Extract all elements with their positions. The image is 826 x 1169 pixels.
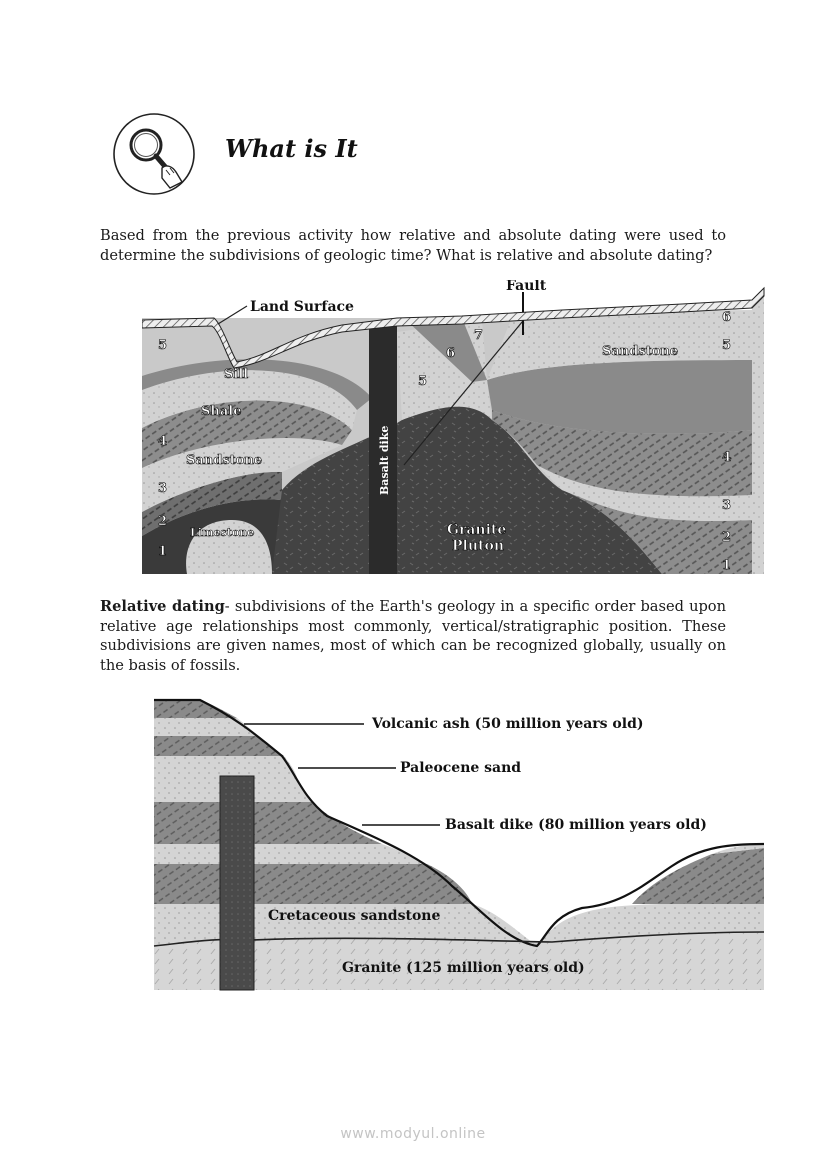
label-volcanic-ash: Volcanic ash (50 million years old) bbox=[372, 716, 644, 732]
label-sill: Sill bbox=[224, 367, 249, 382]
layer-number-5-left: 5 bbox=[158, 338, 168, 353]
label-sandstone-left: Sandstone bbox=[186, 453, 263, 468]
label-paleocene-sand: Paleocene sand bbox=[400, 760, 522, 776]
magnifying-glass-icon bbox=[112, 112, 196, 196]
relative-dating-term: Relative dating bbox=[100, 598, 225, 615]
geologic-cross-section-figure bbox=[142, 280, 766, 574]
layer-number-5-mid: 5 bbox=[418, 374, 428, 389]
stratigraphy-figure bbox=[152, 696, 766, 992]
intro-paragraph: Based from the previous activity how relative and absolute dating were used to determine the subdivisions of geologic time? What is relative and absolute dating? bbox=[100, 227, 726, 264]
layer-number-4-left: 4 bbox=[158, 434, 168, 449]
label-basalt-dike: Basalt dike bbox=[378, 425, 391, 495]
section-heading: What is It bbox=[225, 134, 358, 163]
label-cretaceous-sandstone: Cretaceous sandstone bbox=[268, 908, 441, 924]
layer-number-2-left: 2 bbox=[158, 514, 168, 529]
label-land-surface: Land Surface bbox=[250, 299, 354, 315]
layer-number-1-left: 1 bbox=[158, 544, 168, 559]
layer-number-3-left: 3 bbox=[158, 481, 168, 496]
layer-number-6-right: 6 bbox=[722, 310, 732, 325]
label-granite-age: Granite (125 million years old) bbox=[342, 960, 585, 976]
layer-number-2-right: 2 bbox=[722, 530, 732, 545]
label-limestone: Limestone bbox=[190, 526, 255, 539]
label-sandstone-right: Sandstone bbox=[602, 344, 679, 359]
relative-dating-text: - subdivisions of the Earth's geology in a specific order based upon relative age relationships most commonly, vertical/stratigraphic position. These subdivisions are given names, most of which can be recognized globally, usually on the basis of fossils. bbox=[100, 598, 726, 674]
layer-number-7-mid: 7 bbox=[474, 328, 484, 343]
label-shale: Shale bbox=[201, 404, 242, 419]
layer-number-1-right: 1 bbox=[722, 558, 732, 573]
label-pluton: Pluton bbox=[452, 538, 505, 554]
label-basalt-dike-age: Basalt dike (80 million years old) bbox=[445, 817, 707, 833]
label-fault: Fault bbox=[506, 280, 547, 294]
layer-number-3-right: 3 bbox=[722, 498, 732, 513]
relative-dating-definition bbox=[100, 597, 726, 675]
label-granite: Granite bbox=[447, 522, 507, 538]
footer-watermark: www.modyul.online bbox=[340, 1126, 486, 1142]
layer-number-6-mid: 6 bbox=[446, 346, 456, 361]
layer-number-4-right: 4 bbox=[722, 450, 732, 465]
layer-number-5-right: 5 bbox=[722, 338, 732, 353]
basalt-dike-shape bbox=[220, 776, 254, 990]
